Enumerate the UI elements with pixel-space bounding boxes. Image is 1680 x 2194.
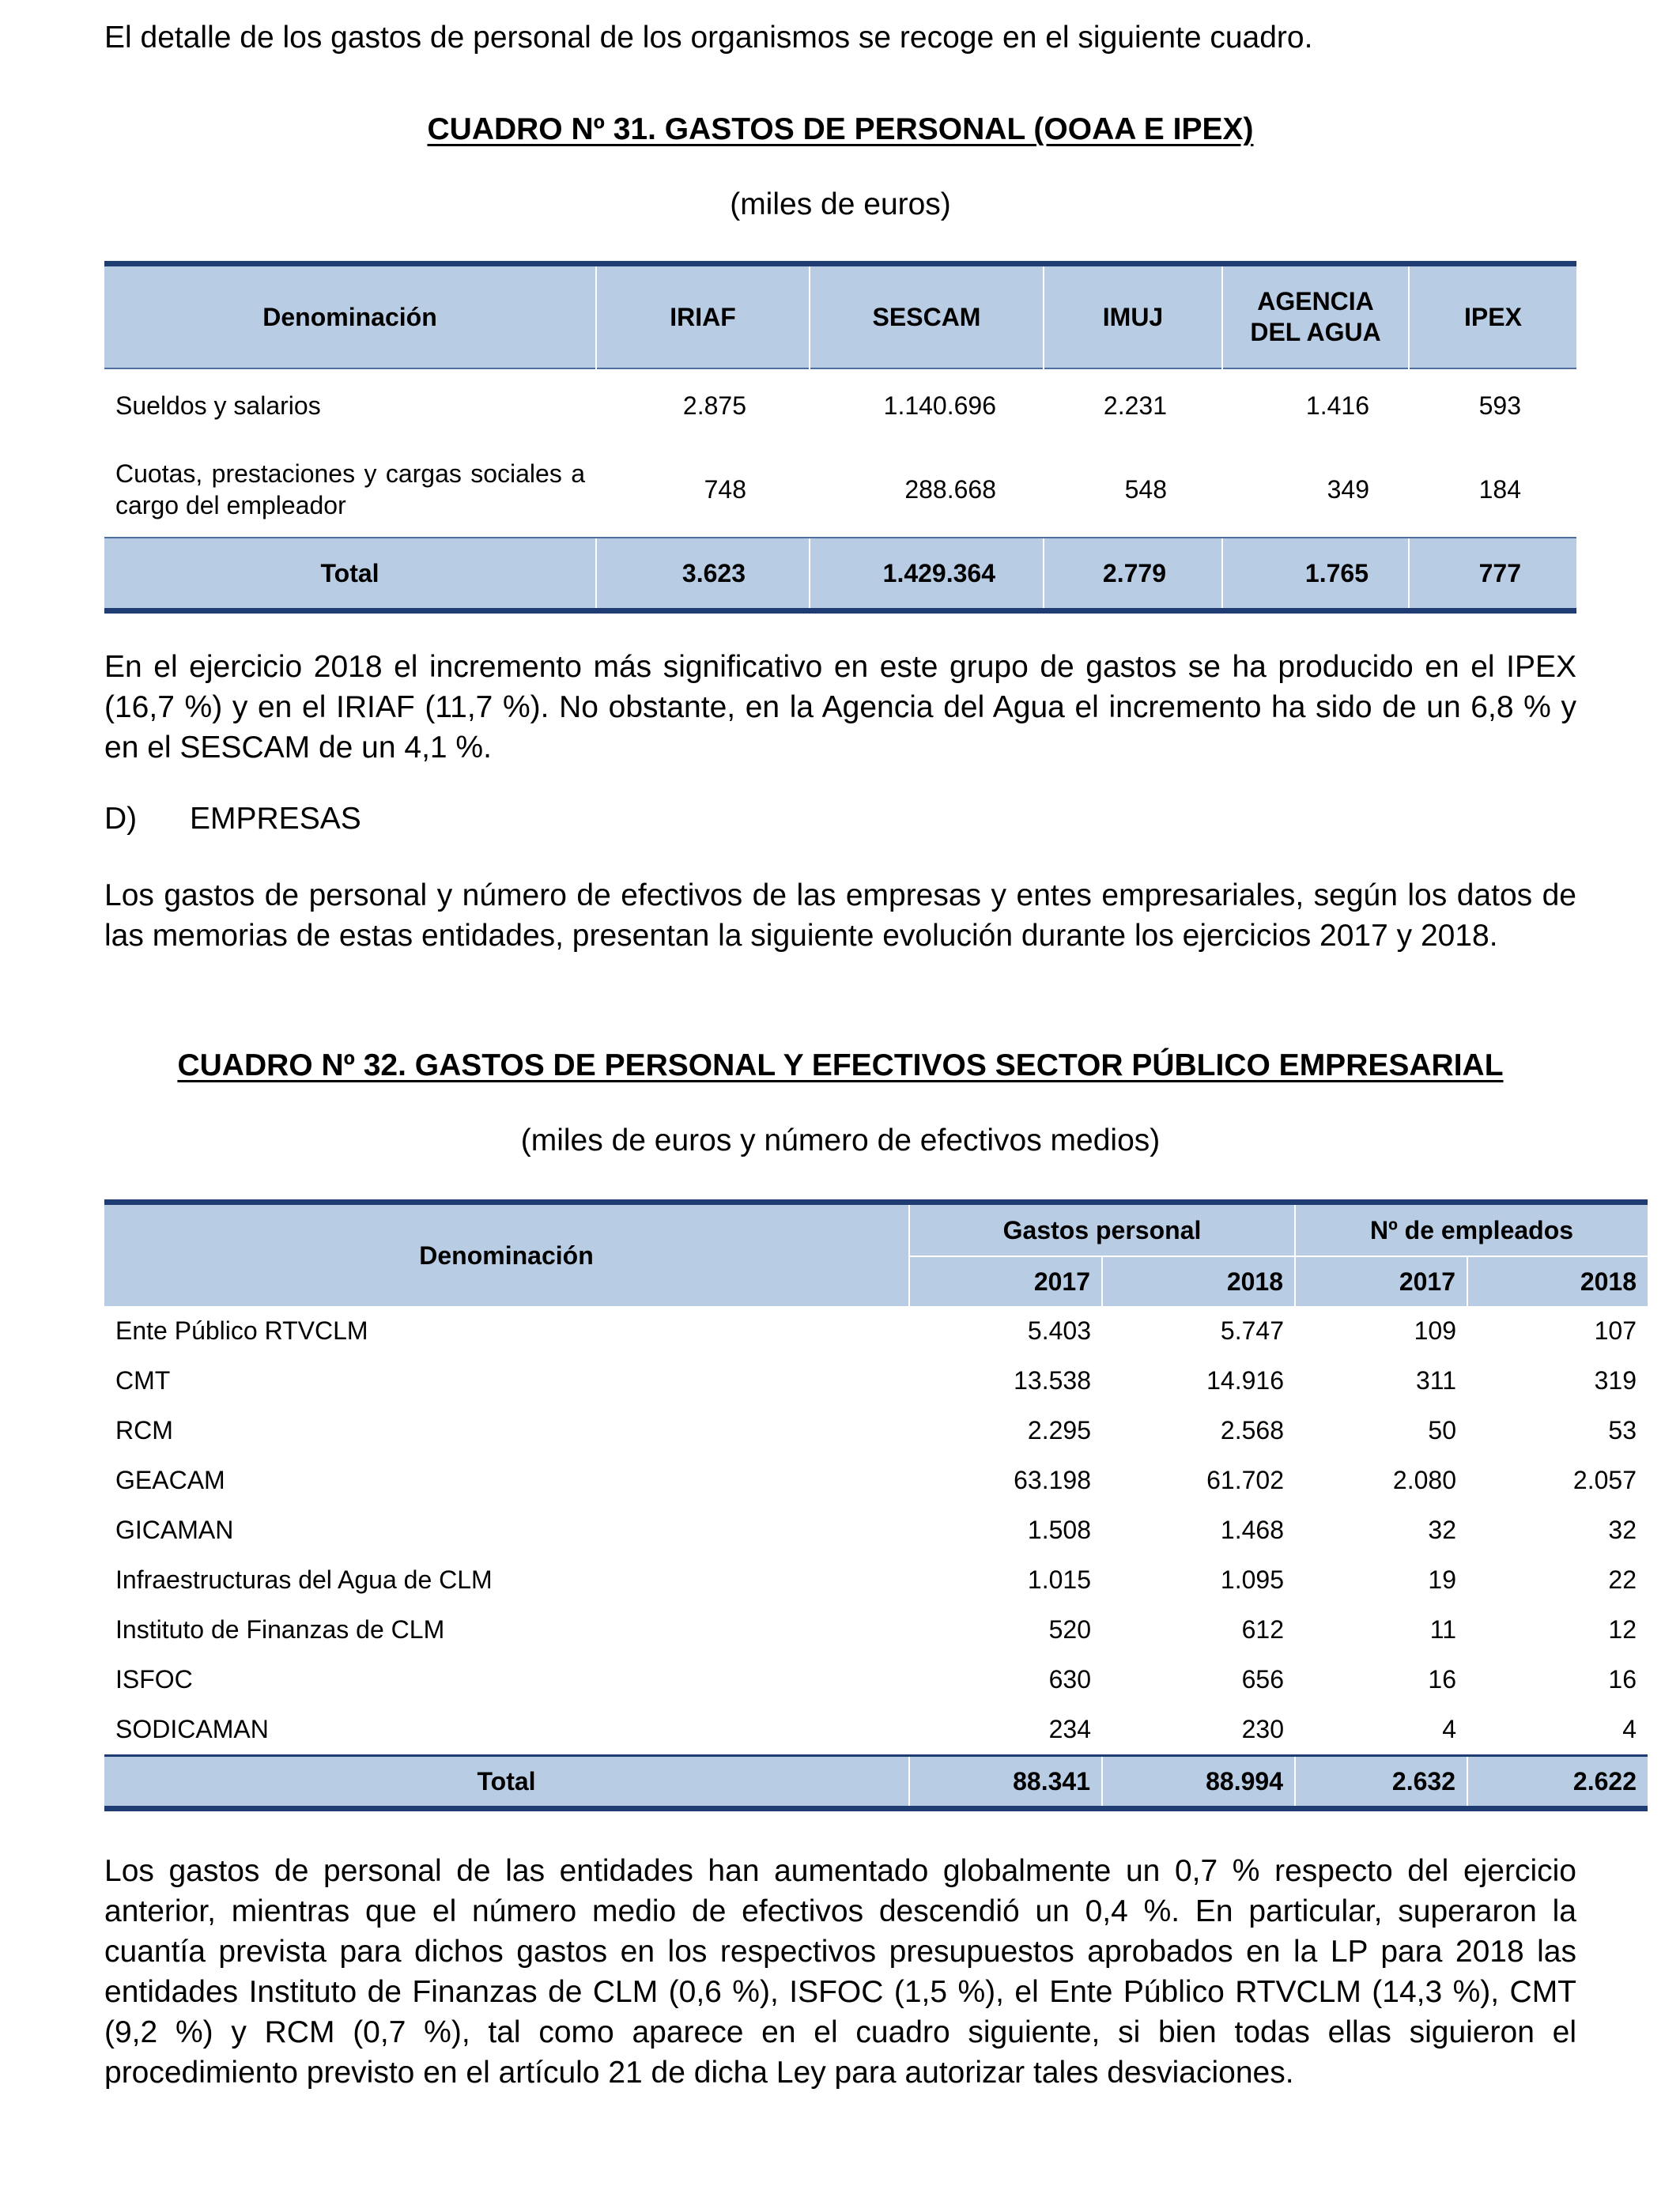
cell-value: 349 bbox=[1327, 474, 1369, 504]
year-header: 2018 bbox=[1102, 1256, 1295, 1306]
total-value: 2.779 bbox=[1044, 538, 1222, 611]
table-row bbox=[104, 1655, 1648, 1705]
table-row bbox=[104, 1605, 1648, 1655]
cell-value: 234 bbox=[1048, 1715, 1091, 1743]
total-value: 1.429.364 bbox=[810, 538, 1044, 611]
table-row bbox=[104, 1356, 1648, 1406]
section-title: EMPRESAS bbox=[190, 802, 361, 836]
total-label: Total bbox=[104, 538, 596, 611]
cell-value: 748 bbox=[704, 474, 746, 504]
table32-header-label: Denominación bbox=[104, 1203, 909, 1307]
intro-paragraph: El detalle de los gastos de personal de los organismos se recoge en el siguiente cuadro. bbox=[104, 21, 1313, 55]
table-row bbox=[104, 1505, 1648, 1555]
cell-value: 4 bbox=[1622, 1715, 1637, 1743]
cell-value: 13.538 bbox=[1014, 1366, 1091, 1395]
year-header: 2018 bbox=[1467, 1256, 1648, 1306]
cell-value: 230 bbox=[1241, 1715, 1284, 1743]
table32-group-empleados: Nº de empleados bbox=[1295, 1203, 1648, 1257]
table32-unit: (miles de euros y número de efectivos medios) bbox=[520, 1123, 1161, 1157]
row-label: RCM bbox=[115, 1416, 173, 1444]
year-header: 2017 bbox=[909, 1256, 1102, 1306]
table31-header: IMUJ bbox=[1044, 264, 1222, 369]
row-label: CMT bbox=[115, 1366, 171, 1395]
table32 bbox=[104, 1199, 1648, 1811]
total-value: 2.632 bbox=[1295, 1756, 1467, 1809]
cell-value: 16 bbox=[1428, 1665, 1456, 1694]
row-label: Infraestructuras del Agua de CLM bbox=[115, 1565, 493, 1594]
table-row bbox=[104, 368, 1576, 442]
row-label: GEACAM bbox=[115, 1466, 225, 1494]
cell-value: 612 bbox=[1241, 1615, 1284, 1644]
cell-value: 2.231 bbox=[1103, 391, 1167, 420]
table31-title: CUADRO Nº 31. GASTOS DE PERSONAL (OOAA E IPEX) bbox=[427, 112, 1254, 146]
total-value: 88.994 bbox=[1102, 1756, 1295, 1809]
cell-value: 11 bbox=[1429, 1615, 1456, 1644]
table-row bbox=[104, 1705, 1648, 1756]
table31-total-row bbox=[104, 538, 1576, 611]
total-value: 88.341 bbox=[909, 1756, 1102, 1809]
table32-body bbox=[104, 1306, 1648, 1756]
cell-value: 2.295 bbox=[1027, 1416, 1091, 1444]
table31-unit: (miles de euros) bbox=[730, 187, 951, 221]
table32-title: CUADRO Nº 32. GASTOS DE PERSONAL Y EFECTIVOS SECTOR PÚBLICO EMPRESARIAL bbox=[177, 1048, 1504, 1082]
row-label: ISFOC bbox=[115, 1665, 193, 1694]
cell-value: 184 bbox=[1478, 474, 1521, 504]
table-row bbox=[104, 1456, 1648, 1505]
cell-value: 14.916 bbox=[1206, 1366, 1284, 1395]
cell-value: 1.468 bbox=[1220, 1516, 1284, 1544]
cell-value: 630 bbox=[1048, 1665, 1091, 1694]
cell-value: 1.015 bbox=[1027, 1565, 1091, 1594]
table-row bbox=[104, 1406, 1648, 1456]
cell-value: 1.416 bbox=[1305, 391, 1369, 420]
cell-value: 2.057 bbox=[1572, 1466, 1637, 1494]
table-row bbox=[104, 442, 1576, 538]
cell-value: 32 bbox=[1428, 1516, 1456, 1544]
total-value: 3.623 bbox=[596, 538, 810, 611]
table-row bbox=[104, 1306, 1648, 1356]
table32-group-gastos: Gastos personal bbox=[909, 1203, 1295, 1257]
cell-value: 12 bbox=[1608, 1615, 1637, 1644]
cell-value: 311 bbox=[1415, 1366, 1456, 1395]
cell-value: 2.080 bbox=[1392, 1466, 1456, 1494]
row-label: Sueldos y salarios bbox=[115, 391, 321, 420]
cell-value: 288.668 bbox=[904, 474, 996, 504]
table31-header: IPEX bbox=[1409, 264, 1576, 369]
cell-value: 593 bbox=[1478, 391, 1521, 420]
paragraph-4: Los gastos de personal de las entidades han aumentado globalmente un 0,7 % respecto del ejercicio anterior, mientras que el número medio de efectivos descendió un 0,4 %. En particular, superaron la cuantía prevista para dichos gastos en los respectivos presupuestos aprobados en la LP para 2018 las entidades Instituto de Finanzas de CLM (0,6 %), ISFOC (1,5 %), el Ente Público RTVCLM (14,3 %), CMT (9,2 %) y RCM (0,7 %), tal como aparece en el cuadro siguiente, si bien todas ellas siguieron el procedimiento previsto en el artículo 21 de dicha Ley para autorizar tales desviaciones. bbox=[104, 1854, 1576, 2090]
cell-value: 319 bbox=[1594, 1366, 1637, 1395]
table31-header-row bbox=[104, 264, 1576, 369]
row-label: SODICAMAN bbox=[115, 1715, 269, 1743]
row-label: Ente Público RTVCLM bbox=[115, 1316, 368, 1345]
cell-value: 5.403 bbox=[1027, 1316, 1091, 1345]
cell-value: 109 bbox=[1414, 1316, 1456, 1345]
table32-header-row bbox=[104, 1203, 1648, 1257]
cell-value: 50 bbox=[1428, 1416, 1456, 1444]
cell-value: 16 bbox=[1608, 1665, 1637, 1694]
cell-value: 656 bbox=[1241, 1665, 1284, 1694]
table32-total-row bbox=[104, 1756, 1648, 1809]
row-label: Instituto de Finanzas de CLM bbox=[115, 1615, 445, 1644]
cell-value: 19 bbox=[1428, 1565, 1456, 1594]
year-header: 2017 bbox=[1295, 1256, 1467, 1306]
cell-value: 63.198 bbox=[1014, 1466, 1091, 1494]
cell-value: 1.508 bbox=[1027, 1516, 1091, 1544]
table31-header: Denominación bbox=[104, 264, 596, 369]
total-value: 1.765 bbox=[1222, 538, 1409, 611]
cell-value: 107 bbox=[1594, 1316, 1637, 1345]
cell-value: 32 bbox=[1608, 1516, 1637, 1544]
cell-value: 4 bbox=[1442, 1715, 1456, 1743]
section-heading bbox=[104, 802, 361, 836]
table-row bbox=[104, 1555, 1648, 1605]
cell-value: 520 bbox=[1048, 1615, 1091, 1644]
cell-value: 61.702 bbox=[1206, 1466, 1284, 1494]
cell-value: 22 bbox=[1608, 1565, 1637, 1594]
table31-header: AGENCIA DEL AGUA bbox=[1222, 264, 1409, 369]
table31 bbox=[104, 261, 1576, 614]
cell-value: 2.568 bbox=[1220, 1416, 1284, 1444]
total-value: 2.622 bbox=[1467, 1756, 1648, 1809]
table31-header: SESCAM bbox=[810, 264, 1044, 369]
cell-value: 2.875 bbox=[682, 391, 746, 420]
row-label: Cuotas, prestaciones y cargas sociales a cargo del empleador bbox=[115, 459, 585, 519]
cell-value: 53 bbox=[1608, 1416, 1637, 1444]
cell-value: 5.747 bbox=[1220, 1316, 1284, 1345]
cell-value: 1.095 bbox=[1220, 1565, 1284, 1594]
table31-header: IRIAF bbox=[596, 264, 810, 369]
paragraph-3: Los gastos de personal y número de efectivos de las empresas y entes empresariales, según los datos de las memorias de estas entidades, presentan la siguiente evolución durante los ejercicios 2017 y 2018. bbox=[104, 878, 1576, 953]
total-label: Total bbox=[104, 1756, 909, 1809]
total-value: 777 bbox=[1409, 538, 1576, 611]
cell-value: 1.140.696 bbox=[883, 391, 996, 420]
cell-value: 548 bbox=[1124, 474, 1167, 504]
paragraph-2: En el ejercicio 2018 el incremento más significativo en este grupo de gastos se ha producido en el IPEX (16,7 %) y en el IRIAF (11,7 %). No obstante, en la Agencia del Agua el incremento ha sido de un 6,8 % y en el SESCAM de un 4,1 %. bbox=[104, 650, 1576, 765]
section-letter: D) bbox=[104, 802, 138, 836]
row-label: GICAMAN bbox=[115, 1516, 234, 1544]
